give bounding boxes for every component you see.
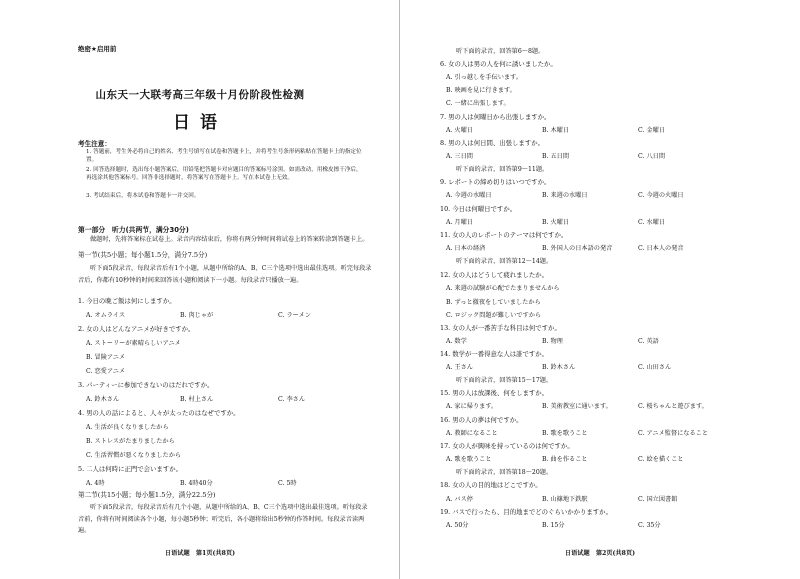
question-2: 2. 女の人はどんなアニメが好きですか。 xyxy=(78,325,195,333)
q16-option-c: C. アニメ監督になること xyxy=(638,430,709,437)
q9-option-a: A. 今週の水曜日 xyxy=(446,192,492,199)
q2-option-a: A. ストーリーが素晴らしいアニメ xyxy=(86,340,181,347)
confidential-mark: 绝密★启用前 xyxy=(78,45,117,53)
q7-option-b: B. 木曜日 xyxy=(542,127,570,134)
question-7: 7. 男の人は何曜日から出張しますか。 xyxy=(440,113,551,121)
listen-9-11: 听下面的录音，回答第9～11题。 xyxy=(456,166,549,173)
q12-option-b: B. ずっと徹夜をしていましたから xyxy=(446,299,541,306)
question-8: 8. 男の人は何日間、出張しますか。 xyxy=(440,139,544,147)
q4-option-b: B. ストレスがたまりましたから xyxy=(86,438,175,445)
q19-option-c: C. 35分 xyxy=(638,522,661,529)
question-1: 1. 今日の晩ご飯は何にしますか。 xyxy=(78,297,176,305)
q8-option-b: B. 五日間 xyxy=(542,153,570,160)
q1-option-a: A. オムライス xyxy=(86,312,126,319)
q7-option-a: A. 火曜日 xyxy=(446,127,473,134)
exam-title: 山东天一大联考高三年级十月份阶段性检测 xyxy=(95,89,305,101)
question-14: 14. 数学が一番得意な人は誰ですか。 xyxy=(440,350,549,358)
q17-option-a: A. 歌を歌うこと xyxy=(446,456,492,463)
question-3: 3. パーティーに参加できないのはだれですか。 xyxy=(78,381,214,389)
question-19: 19. バスで行ったら、目的地までどのぐらいかかりますか。 xyxy=(440,508,612,516)
q12-option-c: C. ロジック問題が難しいですから xyxy=(446,312,542,319)
q18-option-c: C. 国立図書館 xyxy=(638,496,678,503)
q13-option-a: A. 数学 xyxy=(446,338,467,345)
listen-18-20: 听下面的录音，回答第18～20题。 xyxy=(456,469,553,476)
q18-option-a: A. バス停 xyxy=(446,496,473,503)
q9-option-c: C. 今週の火曜日 xyxy=(638,192,684,199)
q8-option-c: C. 八日間 xyxy=(638,153,666,160)
q5-option-a: A. 4時 xyxy=(86,480,105,487)
page-footer-1: 日语试题 第1页(共8页) xyxy=(164,550,236,557)
q17-option-b: B. 曲を作ること xyxy=(542,456,588,463)
intro-paragraph: 做题时，先将答案标在试卷上。录音内容结束后，你将有两分钟时间将试卷上的答案转涂到答题卡上。 xyxy=(90,236,369,243)
right-page xyxy=(400,0,800,579)
section-title: 第一部分 听力(共两节，满分30分) xyxy=(78,226,189,234)
q16-option-b: B. 歌を歌うこと xyxy=(542,430,588,437)
q4-option-c: C. 生活習慣が悪くなりましたから xyxy=(86,452,182,459)
listen-6-8: 听下面的录音，回答第6～8题。 xyxy=(456,48,545,55)
q11-option-a: A. 日本の経済 xyxy=(446,245,486,252)
q11-option-c: C. 日本人の発音 xyxy=(638,245,684,252)
q9-option-b: B. 来週の水曜日 xyxy=(542,192,588,199)
note-2: 2. 回答选择题时，选出每小题答案后，用铅笔把答题卡对应题目的答案标号涂黑。如需改动，用橡皮擦干净后，再选涂其他答案标号。回答非选择题时，将答案写在答题卡上。写在本试卷上无效。 xyxy=(86,167,362,181)
q15-option-a: A. 家に帰ります。 xyxy=(446,403,498,410)
q19-option-b: B. 15分 xyxy=(542,522,565,529)
q7-option-c: C. 金曜日 xyxy=(638,127,666,134)
subject-title: 日语 xyxy=(173,113,227,133)
question-17: 17. 女の人が興味を持っているのは何ですか。 xyxy=(440,442,574,450)
question-15: 15. 男の人は放課後、何をしますか。 xyxy=(440,389,549,397)
q18-option-b: B. 山篠地下鉄駅 xyxy=(542,496,588,503)
part1-instructions: 听下面5段录音，每段录音后有1个小题，从题中所给的A、B、C三个选项中选出最佳选项。听完每段录音后，你都有10秒钟的时间来回答该小题和阅读下一小题。每段录音只播放一遍。 xyxy=(78,265,372,284)
question-18: 18. 女の人の目的地はどこですか。 xyxy=(440,481,542,489)
question-4: 4. 男の人の話によると、人々が太ったのはなぜですか。 xyxy=(78,409,240,417)
q16-option-a: A. 教師になること xyxy=(446,430,498,437)
question-16: 16. 男の人の夢は何ですか。 xyxy=(440,416,523,424)
q15-option-b: B. 美術教室に通います。 xyxy=(542,403,612,410)
q14-option-a: A. 王さん xyxy=(446,364,473,371)
question-10: 10. 今日は何曜日ですか。 xyxy=(440,205,517,213)
q1-option-b: B. 肉じゃが xyxy=(180,312,214,319)
q14-option-c: C. 山田さん xyxy=(638,364,672,371)
q17-option-c: C. 絵を描くこと xyxy=(638,456,684,463)
note-3: 3. 考试结束后，将本试卷和答题卡一并交回。 xyxy=(86,193,200,199)
q5-option-b: B. 4時40分 xyxy=(180,480,213,487)
note-1: 1. 答题前，考生务必将自己的姓名、考生号填写在试卷和答题卡上，并将考生号条形码粘贴在答题卡上的指定位置。 xyxy=(86,149,362,163)
q5-option-c: C. 5時 xyxy=(278,480,297,487)
part2-heading: 第二节(共15小题；每小题1.5分，满分22.5分) xyxy=(78,491,216,499)
q4-option-a: A. 生活が良くなりましたから xyxy=(86,424,169,431)
listen-15-17: 听下面的录音，回答第15～17题。 xyxy=(456,377,553,384)
q3-option-c: C. 李さん xyxy=(278,396,306,403)
q6-option-b: B. 映画を見に行きます。 xyxy=(446,87,516,94)
q2-option-b: B. 冒険アニメ xyxy=(86,354,126,361)
question-13: 13. 女の人が一番苦手な科目は何ですか。 xyxy=(440,324,561,332)
part1-heading: 第一节(共5小题；每小题1.5分，满分7.5分) xyxy=(78,251,208,259)
q13-option-c: C. 英語 xyxy=(638,338,659,345)
q19-option-a: A. 50分 xyxy=(446,522,469,529)
q10-option-c: C. 水曜日 xyxy=(638,219,666,226)
q2-option-c: C. 恋愛アニメ xyxy=(86,368,126,375)
q8-option-a: A. 三日間 xyxy=(446,153,473,160)
q13-option-b: B. 物理 xyxy=(542,338,563,345)
q14-option-b: B. 鈴木さん xyxy=(542,364,576,371)
page-footer-2: 日语试题 第2页(共8页) xyxy=(564,550,636,557)
question-6: 6. 女の人は男の人を何に誘いましたか。 xyxy=(440,60,557,68)
part2-instructions: 听下面5段录音，每段录音后有几个小题，从题中所给的A、B、C三个选项中选出最佳选项。听每段录音前，你将有时间阅读各个小题，每小题5秒钟；听完后，各小题将给出5秒钟的作答时间。每段录音读两遍。 xyxy=(78,504,368,534)
q12-option-a: A. 来週の試験が心配でたまりませんから xyxy=(446,285,560,292)
q3-option-b: B. 村上さん xyxy=(180,396,214,403)
q10-option-b: B. 火曜日 xyxy=(542,219,570,226)
q6-option-c: C. 一緒に出張します。 xyxy=(446,100,510,107)
question-9: 9. レポートの締め切りはいつですか。 xyxy=(440,178,551,186)
q6-option-a: A. 引っ越しを手伝います。 xyxy=(446,74,522,81)
q1-option-c: C. ラーメン xyxy=(278,312,311,319)
q10-option-a: A. 月曜日 xyxy=(446,219,473,226)
question-11: 11. 女の人のレポートのテーマは何ですか。 xyxy=(440,231,568,239)
q11-option-b: B. 外国人の日本語の発音 xyxy=(542,245,613,252)
notes-heading: 考生注意： xyxy=(78,140,111,148)
q15-option-c: C. 桜ちゃんと遊びます。 xyxy=(638,403,708,410)
listen-12-14: 听下面的录音，回答第12～14题。 xyxy=(456,258,553,265)
q3-option-a: A. 鈴木さん xyxy=(86,396,120,403)
question-12: 12. 女の人はどうして疲れましたか。 xyxy=(440,271,549,279)
question-5: 5. 二人は何時に正門で会いますか。 xyxy=(78,465,182,473)
